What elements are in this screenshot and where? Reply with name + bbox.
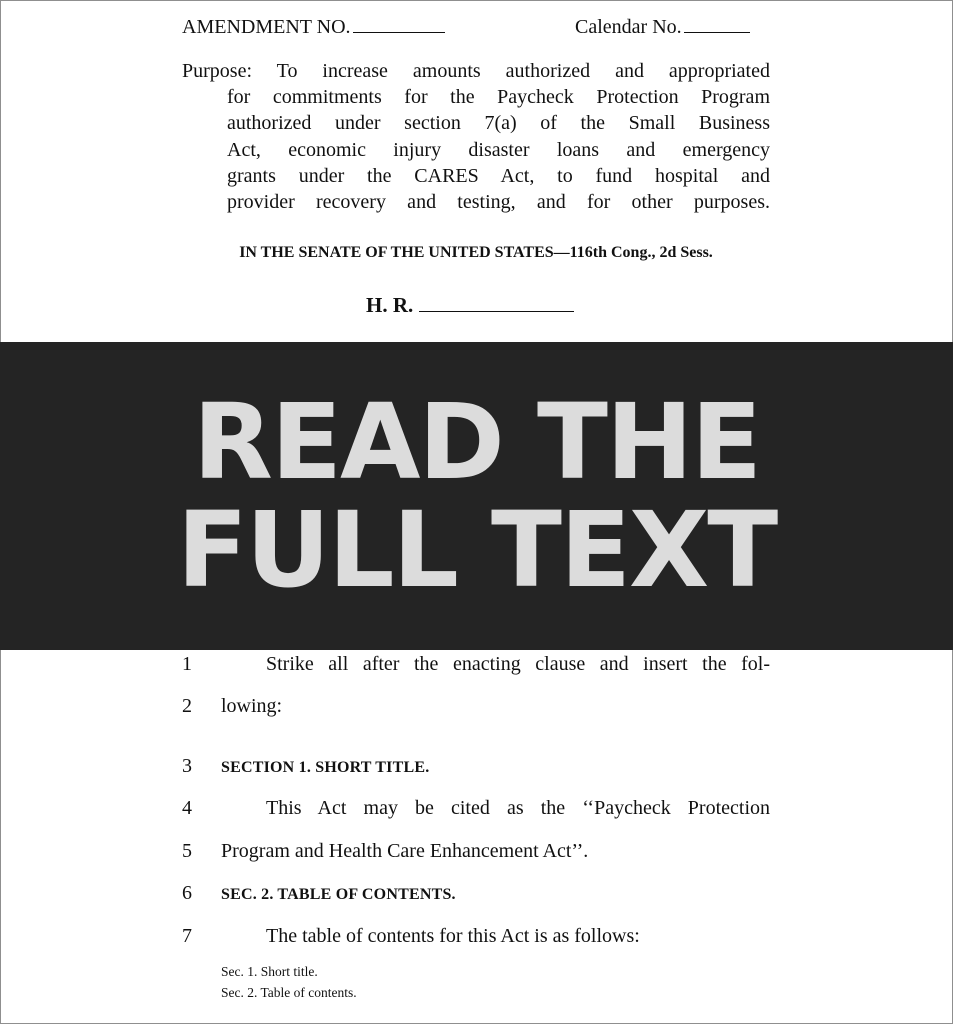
banner-line-2: FULL TEXT xyxy=(176,489,777,611)
line-number: 4 xyxy=(182,797,192,819)
purpose-line: authorized under section 7(a) of the Small Business xyxy=(227,112,770,135)
line-number: 2 xyxy=(182,695,192,717)
bill-text-line: lowing: xyxy=(221,695,283,717)
purpose-line: Purpose: To increase amounts authorized and appropriated xyxy=(182,60,770,82)
read-full-text-banner[interactable] xyxy=(0,342,953,650)
line-number: 3 xyxy=(182,755,192,777)
section-heading: SEC. 2. TABLE OF CONTENTS. xyxy=(221,886,456,903)
line-number: 7 xyxy=(182,925,192,947)
purpose-paragraph xyxy=(182,58,770,215)
amendment-label: AMENDMENT NO. xyxy=(182,16,351,38)
hr-label: H. R. xyxy=(366,293,414,317)
bill-text-line: The table of contents for this Act is as follows: xyxy=(266,925,640,947)
toc-entry: Sec. 2. Table of contents. xyxy=(221,985,357,1000)
bill-text-line: Program and Health Care Enhancement Act’’. xyxy=(221,840,589,862)
line-number: 6 xyxy=(182,882,192,904)
amendment-number-blank xyxy=(353,31,445,33)
banner-line-1: READ THE xyxy=(192,381,761,503)
purpose-line: provider recovery and testing, and for other purposes. xyxy=(227,190,770,213)
calendar-number-blank xyxy=(684,31,750,33)
line-number: 1 xyxy=(182,653,192,675)
purpose-line: grants under the CARES Act, to fund hospital and xyxy=(227,164,770,187)
purpose-line: for commitments for the Paycheck Protection Program xyxy=(227,86,770,109)
section-heading: SECTION 1. SHORT TITLE. xyxy=(221,759,430,776)
bill-text-line: This Act may be cited as the ‘‘Paycheck Protection xyxy=(266,797,770,819)
hr-number-line xyxy=(366,293,574,318)
calendar-label: Calendar No. xyxy=(575,16,682,38)
bill-text-line: Strike all after the enacting clause and insert the fol- xyxy=(266,653,770,675)
toc-entry: Sec. 1. Short title. xyxy=(221,964,318,979)
amendment-number-line xyxy=(182,16,445,39)
senate-session-line: IN THE SENATE OF THE UNITED STATES—116th Cong., 2d Sess. xyxy=(239,244,713,261)
calendar-number-line xyxy=(575,16,750,39)
purpose-line: Act, economic injury disaster loans and emergency xyxy=(227,138,770,161)
line-number: 5 xyxy=(182,840,192,862)
hr-number-blank xyxy=(419,310,574,312)
